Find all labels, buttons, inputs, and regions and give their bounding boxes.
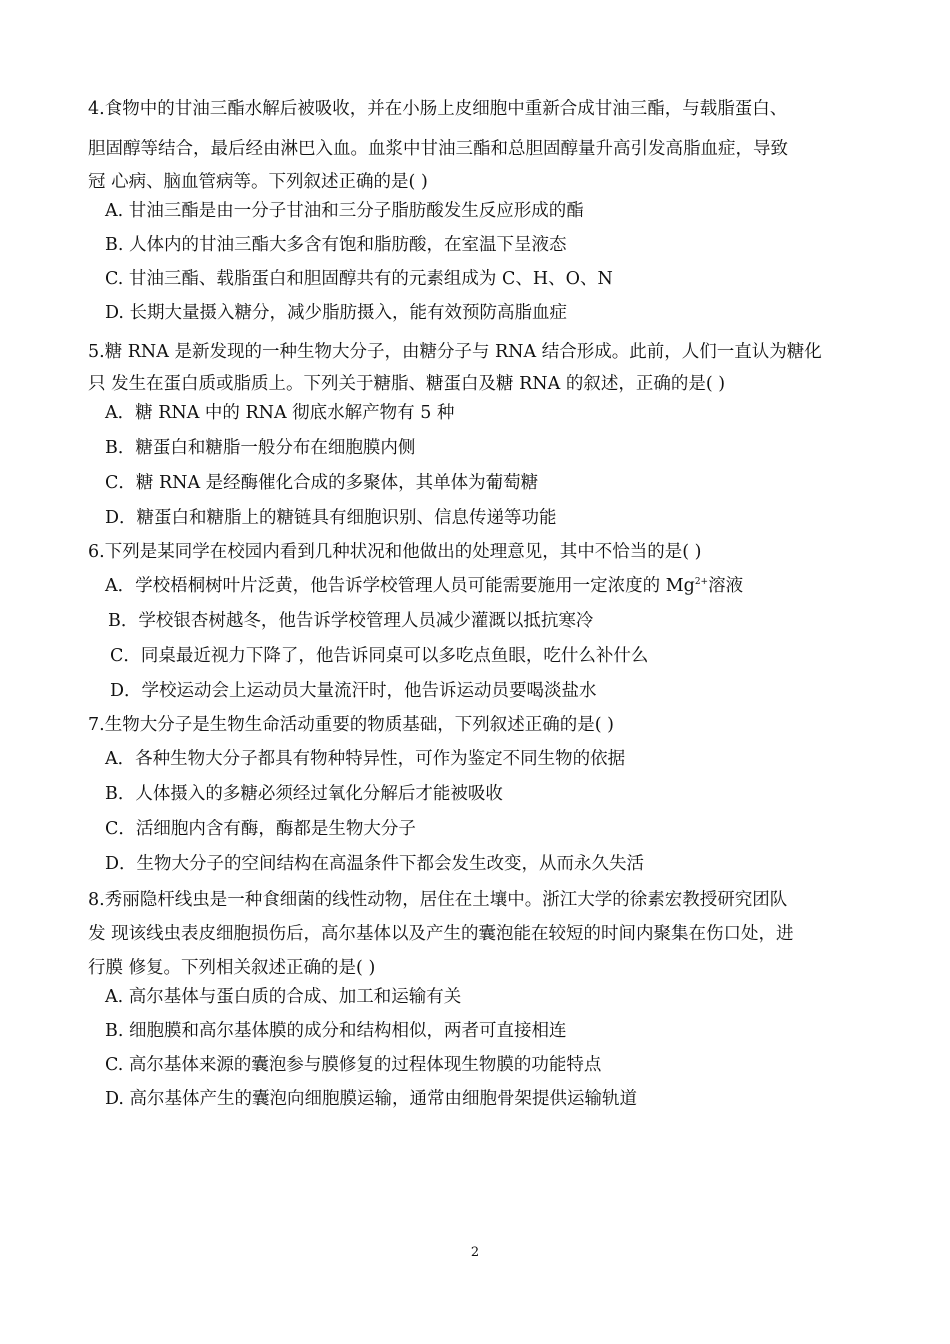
q6-option-d: D．学校运动会上运动员大量流汗时，他告诉运动员要喝淡盐水	[110, 681, 597, 701]
q4-option-c: C. 甘油三酯、载脂蛋白和胆固醇共有的元素组成为 C、H、O、N	[105, 269, 613, 289]
q5-option-c: C．糖 RNA 是经酶催化合成的多聚体，其单体为葡萄糖	[105, 473, 539, 493]
q6-option-a	[105, 574, 743, 598]
q6-option-b: B．学校银杏树越冬，他告诉学校管理人员减少灌溉以抵抗寒冷	[108, 611, 594, 631]
q6-option-a-suffix: 溶液	[708, 576, 744, 596]
q8-option-a: A. 高尔基体与蛋白质的合成、加工和运输有关	[105, 987, 462, 1007]
q8-option-b: B. 细胞膜和高尔基体膜的成分和结构相似，两者可直接相连	[105, 1021, 567, 1041]
q7-option-d: D．生物大分子的空间结构在高温条件下都会发生改变，从而永久失活	[105, 854, 645, 874]
q4-option-d: D. 长期大量摄入糖分，减少脂肪摄入，能有效预防高脂血症	[105, 303, 568, 323]
q8-stem-line-1: 8.秀丽隐杆线虫是一种食细菌的线性动物，居住在土壤中。浙江大学的徐素宏教授研究团队	[88, 890, 788, 910]
q8-stem-line-2: 发 现该线虫表皮细胞损伤后，高尔基体以及产生的囊泡能在较短的时间内聚集在伤口处，进	[88, 924, 794, 944]
q4-stem-line-2: 胆固醇等结合，最后经由淋巴入血。血浆中甘油三酯和总胆固醇量升高引发高脂血症，导致	[88, 139, 788, 159]
q8-option-c: C. 高尔基体来源的囊泡参与膜修复的过程体现生物膜的功能特点	[105, 1055, 602, 1075]
q7-stem-line-1: 7.生物大分子是生物生命活动重要的物质基础，下列叙述正确的是( )	[88, 715, 614, 735]
q6-option-c: C．同桌最近视力下降了，他告诉同桌可以多吃点鱼眼，吃什么补什么	[110, 646, 649, 666]
q8-stem-line-3: 行膜 修复。下列相关叙述正确的是( )	[88, 958, 376, 978]
q6-option-a-superscript: 2+	[694, 577, 709, 588]
q7-option-c: C．活细胞内含有酶，酶都是生物大分子	[105, 819, 416, 839]
q4-stem-line-1: 4.食物中的甘油三酯水解后被吸收，并在小肠上皮细胞中重新合成甘油三酯，与载脂蛋白、	[88, 99, 788, 119]
q7-option-a: A．各种生物大分子都具有物种特异性，可作为鉴定不同生物的依据	[105, 749, 626, 769]
q5-stem-line-1: 5.糖 RNA 是新发现的一种生物大分子，由糖分子与 RNA 结合形成。此前，人们一直认为糖化	[88, 342, 822, 362]
page-number: 2	[470, 1245, 480, 1260]
q5-stem-line-2: 只 发生在蛋白质或脂质上。下列关于糖脂、糖蛋白及糖 RNA 的叙述，正确的是( )	[88, 374, 726, 394]
q5-option-d: D．糖蛋白和糖脂上的糖链具有细胞识别、信息传递等功能	[105, 508, 557, 528]
q5-option-a: A．糖 RNA 中的 RNA 彻底水解产物有 5 种	[105, 403, 455, 423]
q8-option-d: D. 高尔基体产生的囊泡向细胞膜运输，通常由细胞骨架提供运输轨道	[105, 1089, 638, 1109]
q6-option-a-text: A．学校梧桐树叶片泛黄，他告诉学校管理人员可能需要施用一定浓度的 Mg	[105, 576, 695, 596]
q7-option-b: B．人体摄入的多糖必须经过氧化分解后才能被吸收	[105, 784, 503, 804]
q5-option-b: B．糖蛋白和糖脂一般分布在细胞膜内侧	[105, 438, 416, 458]
q4-stem-line-3: 冠 心病、脑血管病等。下列叙述正确的是( )	[88, 172, 428, 192]
q6-stem-line-1: 6.下列是某同学在校园内看到几种状况和他做出的处理意见，其中不恰当的是( )	[88, 542, 702, 562]
q4-option-a: A. 甘油三酯是由一分子甘油和三分子脂肪酸发生反应形成的酯	[105, 201, 584, 221]
q4-option-b: B. 人体内的甘油三酯大多含有饱和脂肪酸，在室温下呈液态	[105, 235, 567, 255]
